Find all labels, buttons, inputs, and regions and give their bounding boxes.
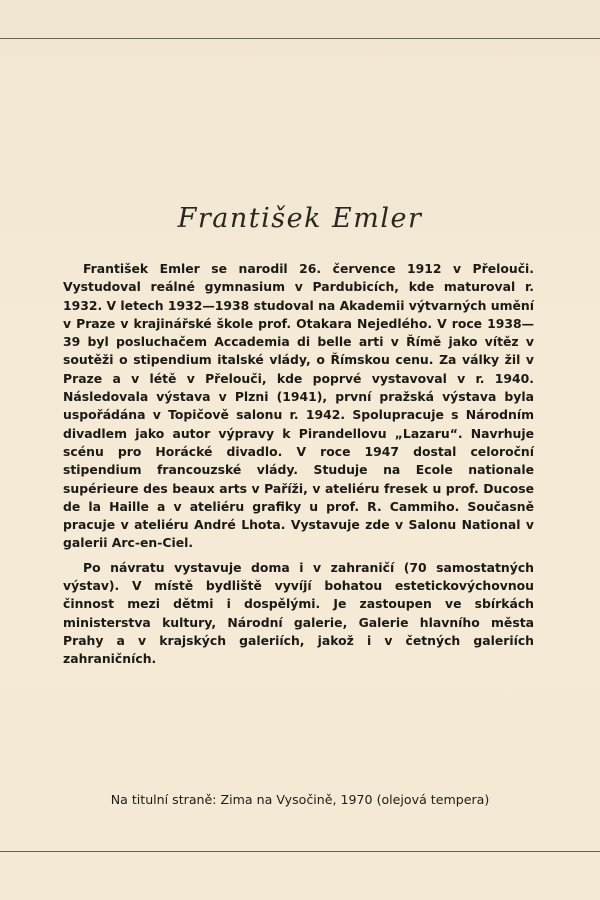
biography-paragraph-2: Po návratu vystavuje doma i v zahraničí (70 samostatných výstav). V místě bydliště vyvíjí bohatou estetickovýchovnou činnost mezi dětmi i dospělými. Je zastoupen ve sbírkách ministerstva kultury, Národní galerie, Galerie hlavního města Prahy a v krajských galeriích, jakož i v četných galeriích zahraničních.: [63, 559, 534, 667]
biography-paragraph-1: František Emler se narodil 26. července 1912 v Přelouči. Vystudoval reálné gymnasium v Pardubicích, kde maturoval r. 1932. V letech 1932—1938 studoval na Akademii výtvarných umění v Praze v krajinářské škole prof. Otakara Nejedlého. V roce 1938—39 byl posluchačem Accademia di belle arti v Římě jako vítěz v soutěži o stipendium italské vlády, o Římskou cenu. Za války žil v Praze a v létě v Přelouči, kde poprvé vystavoval v r. 1940. Následovala výstava v Plzni (1941), první pražská výstava byla uspořádána v Topičově salonu r. 1942. Spolupracuje s Národním divadlem jako autor výpravy k Pirandellovu „Lazaru“. Navrhuje scénu pro Horácké divadlo. V roce 1947 dostal celoroční stipendium francouzské vlády. Studuje na Ecole nationale supérieure des beaux arts v Paříži, v ateliéru fresek u prof. Ducose de la Haille a v ateliéru grafiky u prof. R. Cammiho. Současně pracuje v ateliéru André Lhota. Vystavuje zde v Salonu National v galerii Arc-en-Ciel.: [63, 261, 534, 551]
cover-caption: Na titulní straně: Zima na Vysočině, 1970 (olejová tempera): [110, 792, 490, 807]
top-rule: [0, 38, 600, 39]
bottom-rule: [0, 851, 600, 852]
artist-name-title: František Emler: [177, 203, 423, 234]
biography-text: [63, 260, 534, 675]
